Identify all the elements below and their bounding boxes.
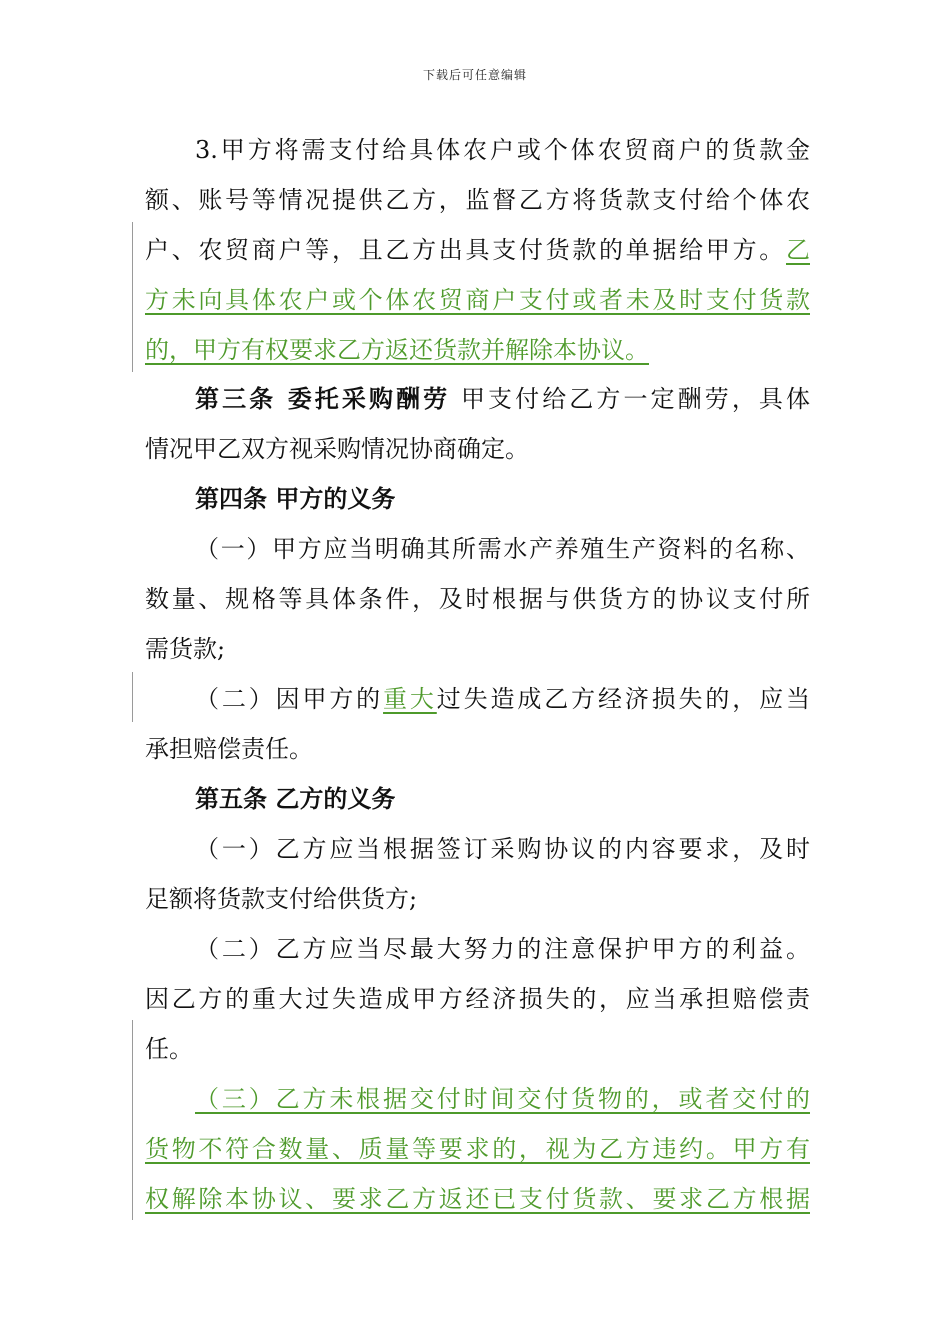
paragraph-line: 情况甲乙双方视采购情况协商确定。 — [145, 435, 529, 463]
paragraph-line: 任。 — [145, 1035, 193, 1063]
paragraph-line: 额、账号等情况提供乙方，监督乙方将货款支付给个体农 — [145, 186, 810, 214]
paragraph-line — [195, 684, 810, 714]
line-text: 过失造成乙方经济损失的，应当 — [436, 685, 810, 713]
paragraph-line: （二）乙方应当尽最大努力的注意保护甲方的利益。 — [195, 935, 810, 963]
tracked-insertion: 重大 — [383, 685, 437, 713]
paragraph-line — [145, 235, 810, 265]
page-header: 下载后可任意编辑 — [422, 68, 527, 82]
paragraph-line: （一）乙方应当根据签订采购协议的内容要求，及时 — [195, 835, 810, 863]
line-text: 户、农贸商户等，且乙方出具支付货款的单据给甲方。 — [145, 236, 786, 264]
article-heading: 第三条 委托采购酬劳 — [195, 385, 451, 413]
paragraph-line: 承担赔偿责任。 — [145, 735, 313, 763]
tracked-insertion: 乙 — [786, 236, 810, 264]
article-heading: 第五条 乙方的义务 — [195, 785, 396, 813]
line-text: （二）因甲方的 — [195, 685, 384, 713]
tracked-insertion-line: 方未向具体农户或个体农贸商户支付或者未及时支付货款 — [145, 286, 810, 314]
tracked-insertion: 的，甲方有权要求乙方返还货款并解除本协议。 — [145, 336, 649, 364]
revision-change-bar — [132, 1020, 133, 1220]
tracked-insertion-line: 权解除本协议、要求乙方返还已支付货款、要求乙方根据 — [145, 1185, 810, 1213]
article-line — [195, 384, 810, 414]
tracked-insertion-line: 货物不符合数量、质量等要求的，视为乙方违约。甲方有 — [145, 1135, 810, 1163]
paragraph-line: 数量、规格等具体条件，及时根据与供货方的协议支付所 — [145, 585, 810, 613]
article-heading: 第四条 甲方的义务 — [195, 485, 396, 513]
tracked-insertion-line — [145, 335, 810, 365]
paragraph-line: 需货款; — [145, 635, 226, 663]
revision-change-bar — [132, 672, 133, 722]
line-text: 甲支付给乙方一定酬劳，具体 — [450, 385, 810, 413]
paragraph-line: 足额将货款支付给供货方; — [145, 885, 418, 913]
tracked-insertion-line: （三）乙方未根据交付时间交付货物的，或者交付的 — [195, 1085, 810, 1113]
paragraph-line: 因乙方的重大过失造成甲方经济损失的，应当承担赔偿责 — [145, 985, 810, 1013]
revision-change-bar — [132, 222, 133, 372]
paragraph-line: 3.甲方将需支付给具体农户或个体农贸商户的货款金 — [195, 136, 810, 164]
paragraph-line: （一）甲方应当明确其所需水产养殖生产资料的名称、 — [195, 535, 810, 563]
